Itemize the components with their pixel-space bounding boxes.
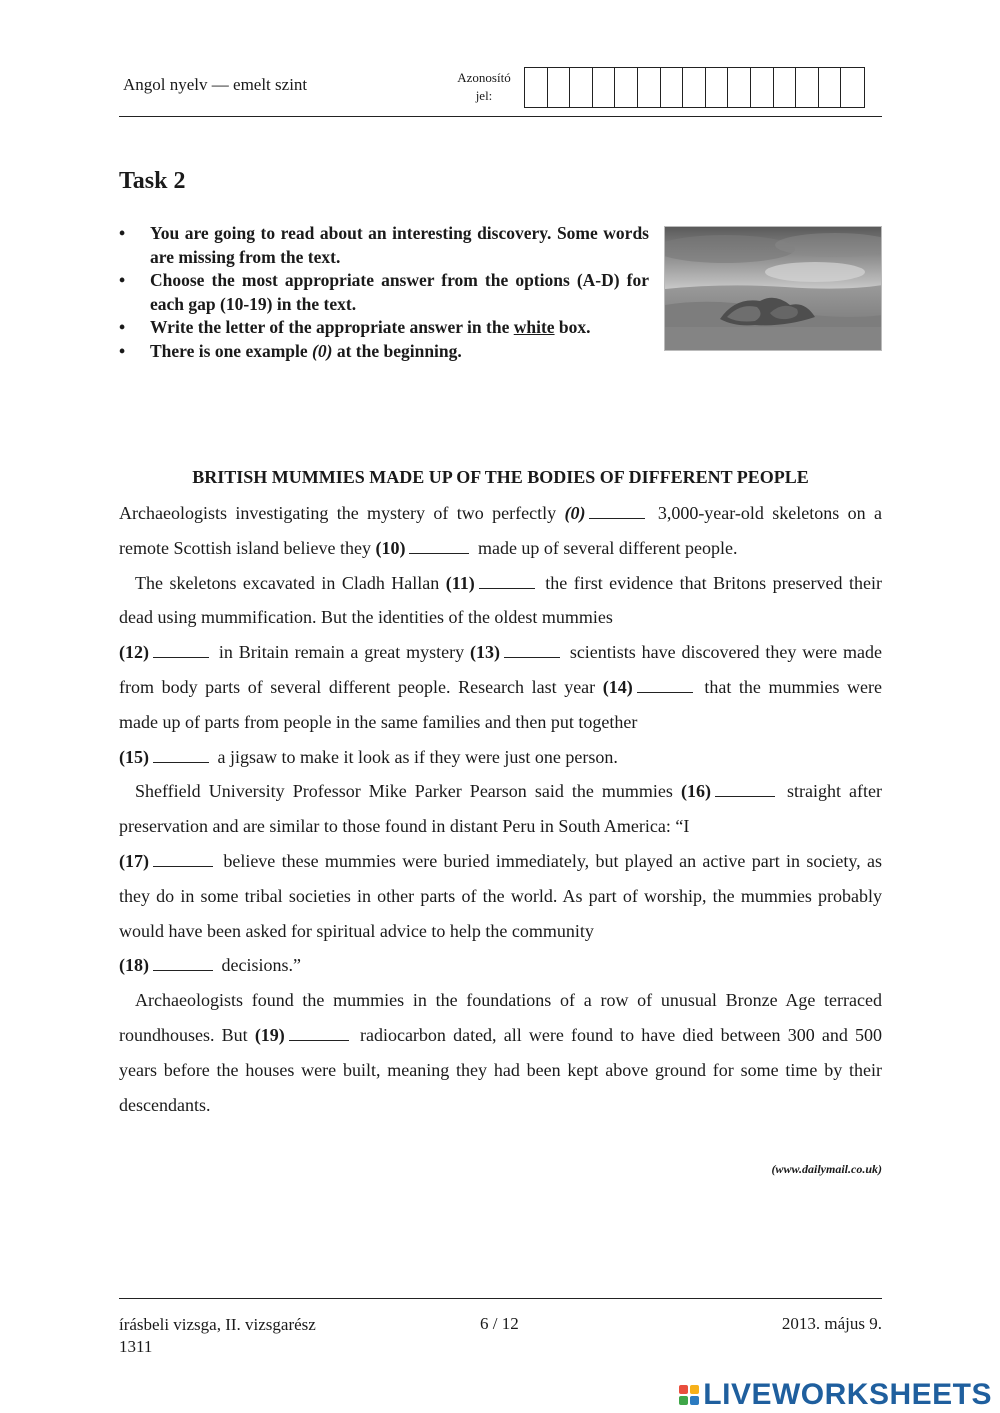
id-box[interactable] [570,68,593,107]
footer-exam-info [119,1314,316,1358]
bullet-icon: • [119,340,126,361]
page-number: 6 / 12 [480,1314,519,1333]
gap-number: (15) [119,746,149,767]
instruction-item: • Choose the most appropriate answer from the options (A-D) for each gap (10-19) in the text. [119,270,649,314]
paragraph: The skeletons excavated in Cladh Hallan (11) the first evidence that Britons preserved their dead using mummification. But the identities of the oldest mummies (12) in Britain remain a great mystery (13) scientists have discovered they were made from body parts of several different people. Research last year (14) that the mummies were made up of parts from people in the same families and then put together (15) a jigsaw to make it look as if they were just one person. [119,572,883,767]
bullet-icon: • [119,223,126,243]
gap-19[interactable] [289,1026,349,1041]
instruction-item: • You are going to read about an interesting discovery. Some words are missing from the text. [119,223,649,267]
gap-number: (19) [254,1024,285,1045]
logo-square [690,1396,699,1405]
id-box[interactable] [661,68,684,107]
id-box[interactable] [683,68,706,107]
id-box[interactable] [548,68,571,107]
gap-number: (10) [375,537,406,558]
id-box[interactable] [638,68,661,107]
id-box[interactable] [841,68,864,107]
gap-number: (17) [119,850,149,871]
article-title: BRITISH MUMMIES MADE UP OF THE BODIES OF DIFFERENT PEOPLE [192,467,809,487]
gap-number: (16) [680,781,711,802]
id-box[interactable] [615,68,638,107]
gap-number: (12) [119,642,149,663]
gap-15[interactable] [153,748,209,763]
id-box[interactable] [751,68,774,107]
logo-square [679,1396,688,1405]
id-box[interactable] [728,68,751,107]
gap-number: (11) [445,572,475,593]
bullet-icon: • [119,270,126,290]
id-box[interactable] [774,68,797,107]
article-source: (www.dailymail.co.uk) [771,1162,882,1176]
instruction-item: • There is one example (0) at the beginning. [119,340,649,364]
gap-number: (0) [564,503,586,523]
roundhouses-photo [664,226,882,351]
footer-code: 1311 [119,1337,153,1356]
logo-icon [679,1385,699,1405]
footer-exam-part: írásbeli vizsga, II. vizsgarész [119,1315,316,1334]
instruction-item: • Write the letter of the appropriate answer in the white box. [119,316,649,340]
paragraph: Archaeologists found the mummies in the foundations of a row of unusual Bronze Age terraced roundhouses. But (19) radiocarbon dated, all were found to have died between 300 and 500 years before the houses were built, meaning they had been kept above ground for some time by their descendants. [119,990,882,1115]
gap-14[interactable] [637,678,693,693]
logo-square [690,1385,699,1394]
logo-text: LIVEWORKSHEETS [703,1378,992,1411]
id-box[interactable] [796,68,819,107]
task-title: Task 2 [119,168,186,194]
gap-10[interactable] [409,539,469,554]
gap-12[interactable] [153,643,209,658]
footer-divider [119,1298,882,1299]
subject-header: Angol nyelv — emelt szint [123,75,308,94]
liveworksheets-logo[interactable] [679,1378,992,1412]
gap-18[interactable] [153,956,213,971]
bullet-icon: • [119,317,126,337]
gap-number: (18) [119,955,149,976]
logo-square [679,1385,688,1394]
exam-date: 2013. május 9. [781,1314,882,1333]
id-box[interactable] [525,68,548,107]
gap-0[interactable] [589,504,645,519]
id-label [448,69,520,105]
header-divider [119,116,882,117]
id-box[interactable] [593,68,616,107]
id-label-line1: Azonosító [457,70,511,85]
id-code-boxes [524,67,865,108]
id-box[interactable] [706,68,729,107]
gap-16[interactable] [715,782,775,797]
id-label-line2: jel: [475,88,493,103]
article-body [119,496,882,1122]
paragraph: Archaeologists investigating the mystery of two perfectly (0) 3,000-year-old skeletons on a remote Scottish island believe they (10) made up of several different people. [119,503,882,558]
paragraph: Sheffield University Professor Mike Parker Pearson said the mummies (16) straight after preservation and are similar to those found in distant Peru in South America: “I (17) believe these mummies were buried immediately, but played an active part in society, as they do in some tribal societies in other parts of the world. As part of worship, the mummies probably would have been asked for spiritual advice to help the community (18) decisions.” [119,781,882,976]
gap-13[interactable] [504,643,560,658]
gap-17[interactable] [153,852,213,867]
gap-number: (13) [469,642,500,663]
gap-11[interactable] [479,574,535,589]
id-box[interactable] [819,68,842,107]
instructions-list [119,222,649,363]
gap-number: (14) [602,676,633,697]
